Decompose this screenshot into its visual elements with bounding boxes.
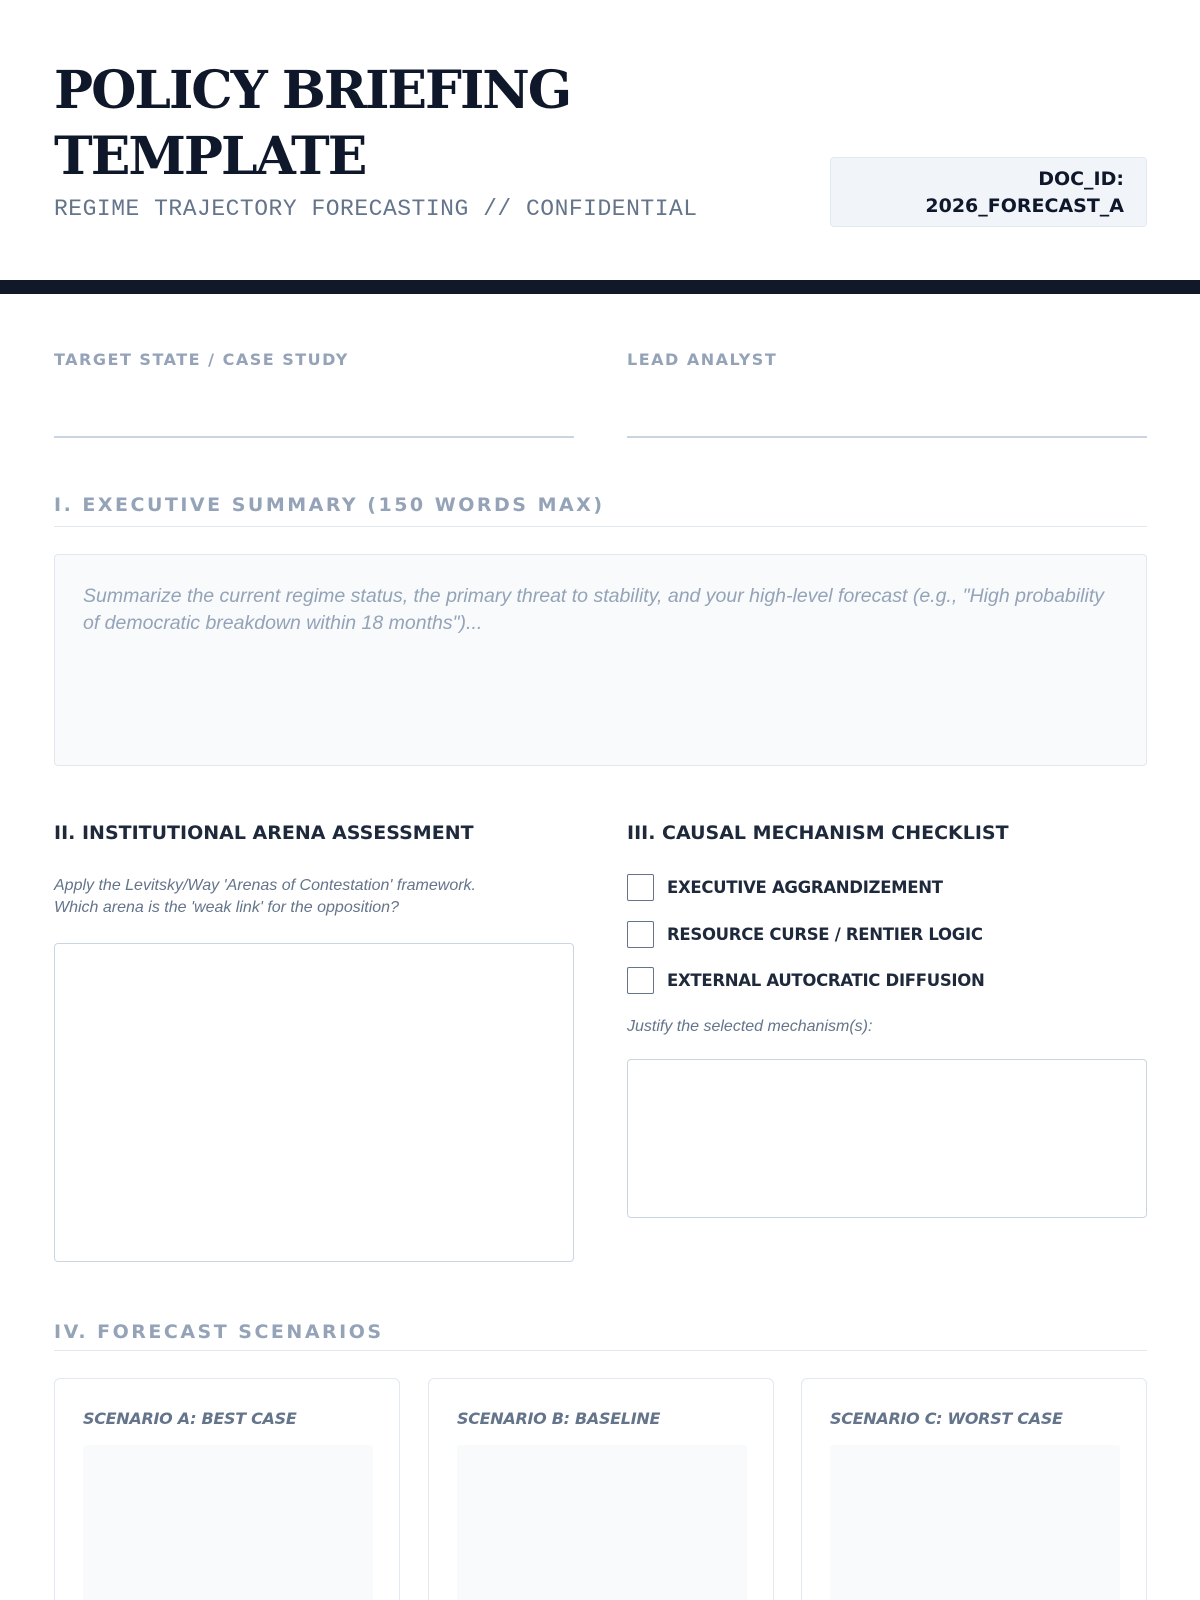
mechanism-option-label: EXECUTIVE AGGRANDIZEMENT [667, 878, 943, 897]
target-state-label: TARGET STATE / CASE STUDY [54, 350, 349, 369]
doc-id-label: DOC_ID: [1038, 168, 1124, 190]
justify-mechanism-textarea[interactable] [627, 1059, 1147, 1218]
header-divider [0, 280, 1200, 294]
scenario-title: SCENARIO B: BASELINE [457, 1409, 661, 1428]
document-subtitle: REGIME TRAJECTORY FORECASTING // CONFIDENTIAL [54, 196, 698, 222]
target-state-underline [54, 436, 574, 438]
mechanism-option-label: RESOURCE CURSE / RENTIER LOGIC [667, 925, 983, 944]
institutional-arena-textarea[interactable] [54, 943, 574, 1262]
target-state-input[interactable] [54, 395, 574, 431]
mechanism-option-label: EXTERNAL AUTOCRATIC DIFFUSION [667, 971, 985, 990]
scenario-title: SCENARIO C: WORST CASE [830, 1409, 1063, 1428]
scenario-card-best-case [54, 1378, 400, 1600]
doc-id-value: 2026_FORECAST_A [925, 195, 1124, 217]
executive-summary-placeholder: Summarize the current regime status, the primary threat to stability, and your high-level forecast (e.g., "High probability of democratic breakdown within 18 months")... [83, 585, 1105, 634]
document-header [0, 0, 1200, 280]
lead-analyst-input[interactable] [627, 395, 1147, 431]
scenario-title: SCENARIO A: BEST CASE [83, 1409, 297, 1428]
institutional-arena-helper-line1: Apply the Levitsky/Way 'Arenas of Contestation' framework. [54, 877, 476, 894]
mechanism-option-executive-aggrandizement[interactable] [627, 874, 943, 901]
scenario-card-baseline [428, 1378, 774, 1600]
lead-analyst-label: LEAD ANALYST [627, 350, 778, 369]
checkbox[interactable] [627, 967, 654, 994]
lead-analyst-underline [627, 436, 1147, 438]
forecast-scenarios-heading: IV. FORECAST SCENARIOS [54, 1321, 384, 1343]
doc-id-badge [830, 157, 1147, 227]
executive-summary-rule [54, 526, 1147, 527]
scenario-textarea[interactable] [457, 1445, 747, 1600]
forecast-scenarios-rule [54, 1350, 1147, 1351]
executive-summary-textarea[interactable] [54, 554, 1147, 766]
checkbox[interactable] [627, 921, 654, 948]
document-title: POLICY BRIEFING TEMPLATE [54, 60, 571, 187]
checkbox[interactable] [627, 874, 654, 901]
scenario-card-worst-case [801, 1378, 1147, 1600]
justify-mechanism-label: Justify the selected mechanism(s): [627, 1018, 873, 1035]
scenario-textarea[interactable] [83, 1445, 373, 1600]
institutional-arena-helper-line2: Which arena is the 'weak link' for the opposition? [54, 899, 399, 916]
causal-mechanism-heading: III. CAUSAL MECHANISM CHECKLIST [627, 822, 1009, 844]
mechanism-option-external-diffusion[interactable] [627, 967, 985, 994]
scenario-textarea[interactable] [830, 1445, 1120, 1600]
mechanism-option-resource-curse[interactable] [627, 921, 983, 948]
executive-summary-heading: I. EXECUTIVE SUMMARY (150 WORDS MAX) [54, 494, 605, 516]
institutional-arena-heading: II. INSTITUTIONAL ARENA ASSESSMENT [54, 822, 474, 844]
institutional-arena-helper [54, 875, 574, 919]
